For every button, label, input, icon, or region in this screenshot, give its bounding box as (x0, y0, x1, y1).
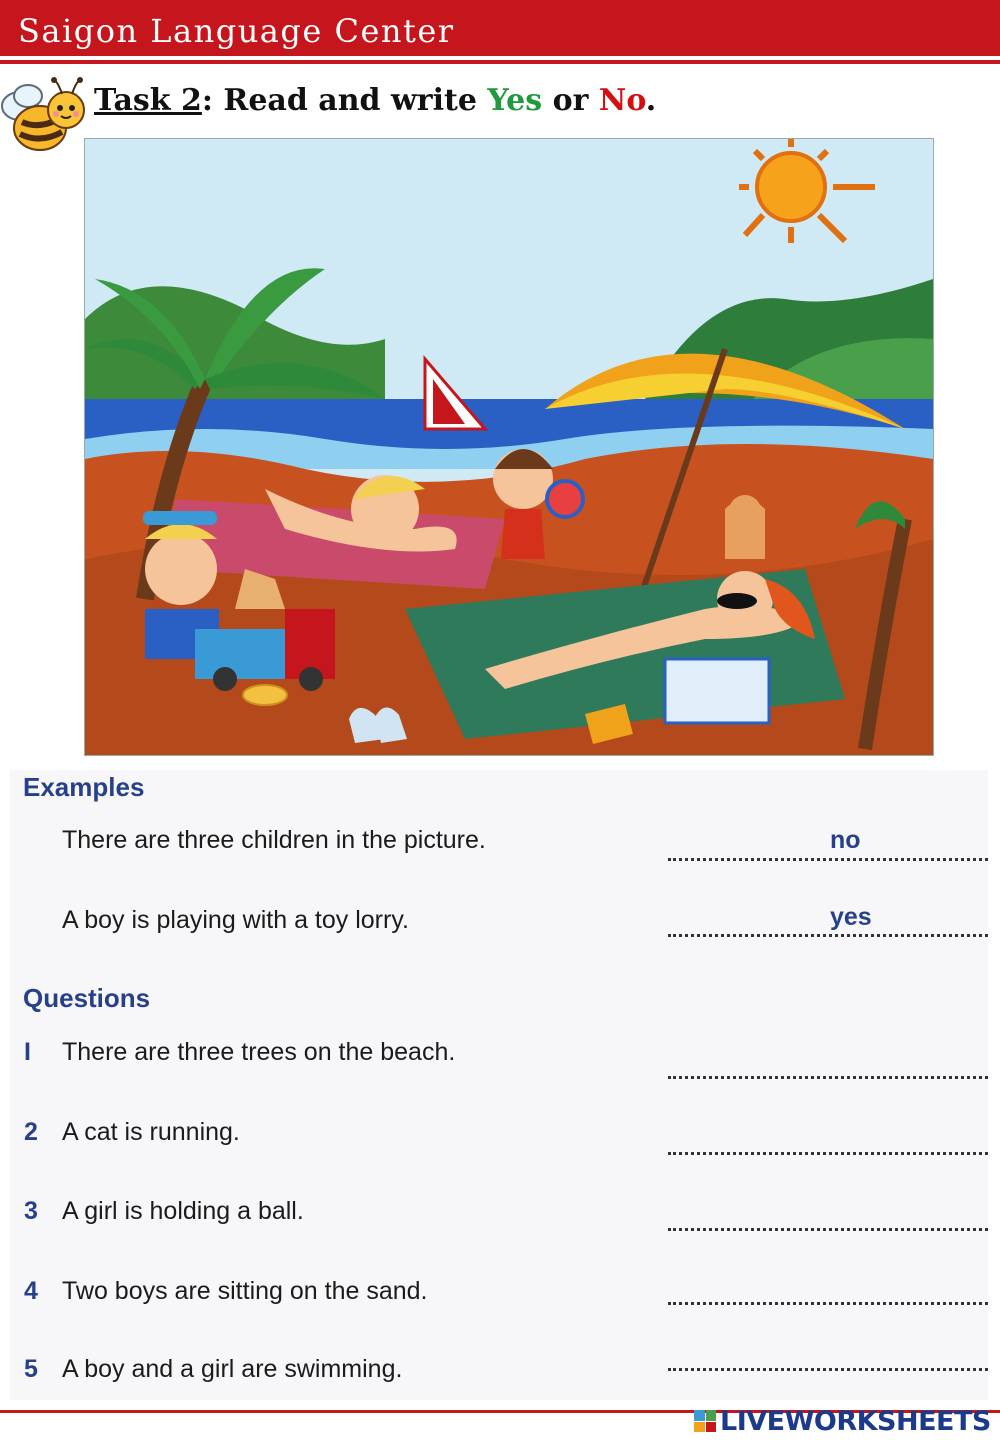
task-or: or (542, 83, 599, 118)
questions-heading: Questions (23, 983, 151, 1013)
example-sentence-2: A boy is playing with a toy lorry. (62, 906, 409, 934)
beach-scene-illustration (84, 138, 934, 756)
header-divider (0, 60, 1000, 64)
question-number-1: I (24, 1038, 31, 1066)
school-name: Saigon Language Center (18, 12, 455, 50)
answer-field-2[interactable] (668, 1152, 988, 1155)
question-sentence-3: A girl is holding a ball. (62, 1197, 304, 1225)
question-number-4: 4 (24, 1277, 38, 1305)
question-number-2: 2 (24, 1118, 38, 1146)
answer-field-4[interactable] (668, 1302, 988, 1305)
question-sentence-2: A cat is running. (62, 1118, 240, 1146)
task-instruction (94, 83, 656, 118)
question-sentence-5: A boy and a girl are swimming. (62, 1355, 403, 1383)
liveworksheets-logo (694, 1404, 991, 1438)
answer-field-1[interactable] (668, 1076, 988, 1079)
brand-name: LIVEWORKSHEETS (720, 1405, 991, 1437)
question-sentence-1: There are three trees on the beach. (62, 1038, 456, 1066)
header-bar (0, 0, 1000, 56)
task-yes: Yes (487, 83, 543, 118)
question-number-3: 3 (24, 1197, 38, 1225)
example-answer-line-1 (668, 858, 988, 861)
example-answer-line-2 (668, 934, 988, 937)
liveworksheets-icon (694, 1410, 716, 1432)
example-answer-1: no (830, 826, 861, 854)
example-sentence-1: There are three children in the picture. (62, 826, 486, 854)
task-label: Task 2 (94, 83, 202, 118)
bee-icon (0, 70, 90, 160)
task-no: No (598, 83, 646, 118)
task-end: . (645, 83, 657, 118)
examples-heading: Examples (23, 772, 145, 802)
question-sentence-4: Two boys are sitting on the sand. (62, 1277, 428, 1305)
example-answer-2: yes (830, 903, 872, 931)
task-text: : Read and write (201, 83, 488, 118)
answer-field-3[interactable] (668, 1228, 988, 1231)
answer-field-5[interactable] (668, 1368, 988, 1371)
question-number-5: 5 (24, 1355, 38, 1383)
